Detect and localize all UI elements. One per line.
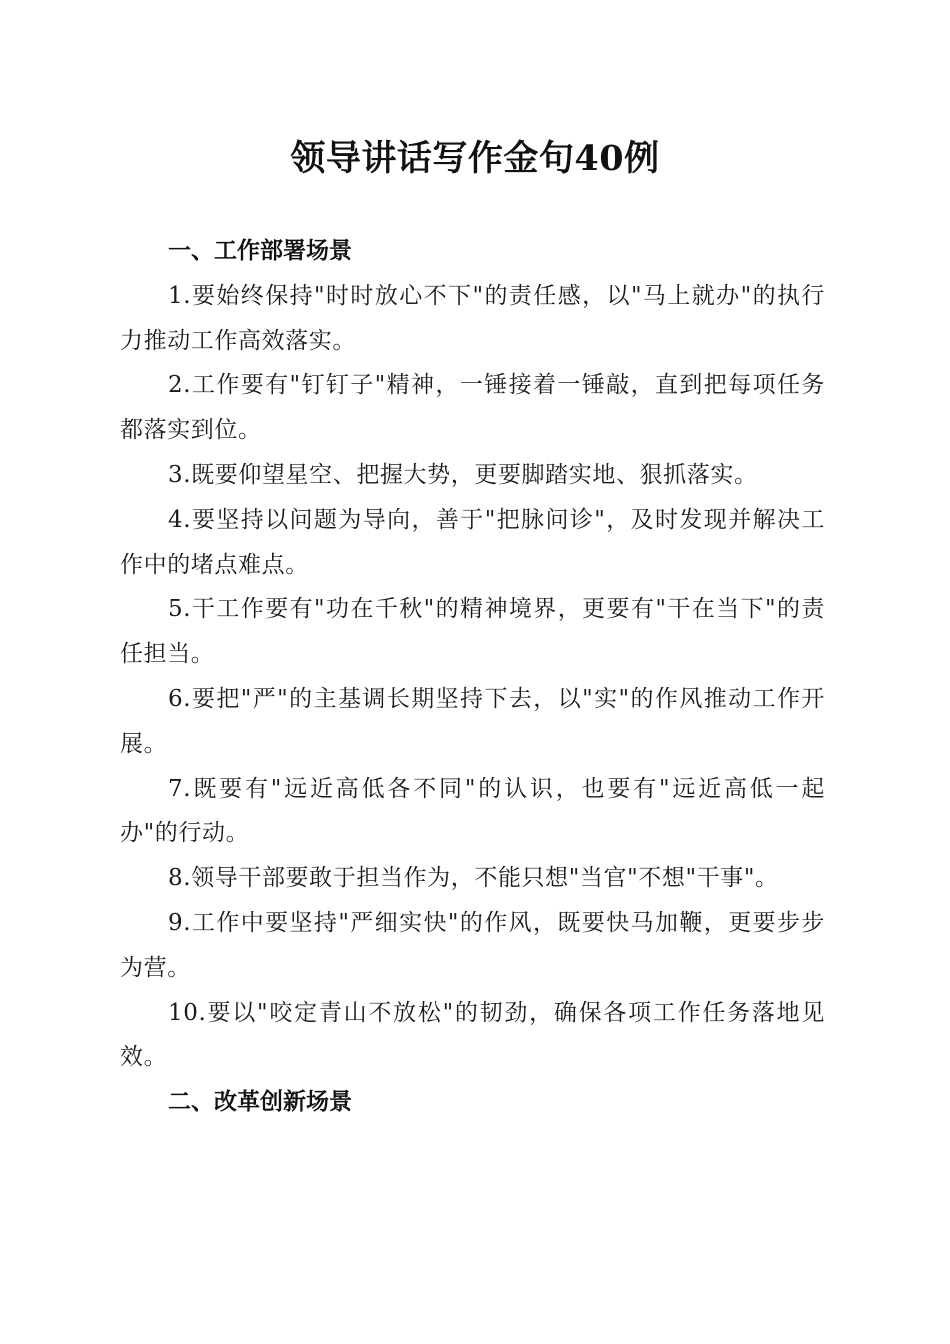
list-item: 3.既要仰望星空、把握大势，更要脚踏实地、狠抓落实。 bbox=[168, 461, 758, 488]
section-heading-work-deployment: 一、工作部署场景 bbox=[168, 238, 352, 264]
list-item: 4.要坚持以问题为导向，善于"把脉问诊"，及时发现并解决工作中的堵点难点。 bbox=[120, 506, 825, 578]
list-item: 7.既要有"远近高低各不同"的认识，也要有"远近高低一起办"的行动。 bbox=[120, 775, 825, 847]
list-item: 5.干工作要有"功在千秋"的精神境界，更要有"干在当下"的责任担当。 bbox=[120, 596, 825, 668]
list-item: 6.要把"严"的主基调长期坚持下去，以"实"的作风推动工作开展。 bbox=[120, 685, 825, 757]
list-item: 10.要以"咬定青山不放松"的韧劲，确保各项工作任务落地见效。 bbox=[120, 999, 825, 1071]
list-item: 9.工作中要坚持"严细实快"的作风，既要快马加鞭，更要步步为营。 bbox=[120, 909, 825, 981]
document-title: 领导讲话写作金句40例 bbox=[290, 138, 660, 179]
list-item: 1.要始终保持"时时放心不下"的责任感，以"马上就办"的执行力推动工作高效落实。 bbox=[120, 282, 825, 354]
list-item: 8.领导干部要敢于担当作为，不能只想"当官"不想"干事"。 bbox=[168, 865, 779, 892]
list-item: 2.工作要有"钉钉子"精神，一锤接着一锤敲，直到把每项任务都落实到位。 bbox=[120, 372, 825, 444]
section-heading-reform-innovation: 二、改革创新场景 bbox=[168, 1089, 352, 1116]
document-body bbox=[120, 229, 825, 1125]
